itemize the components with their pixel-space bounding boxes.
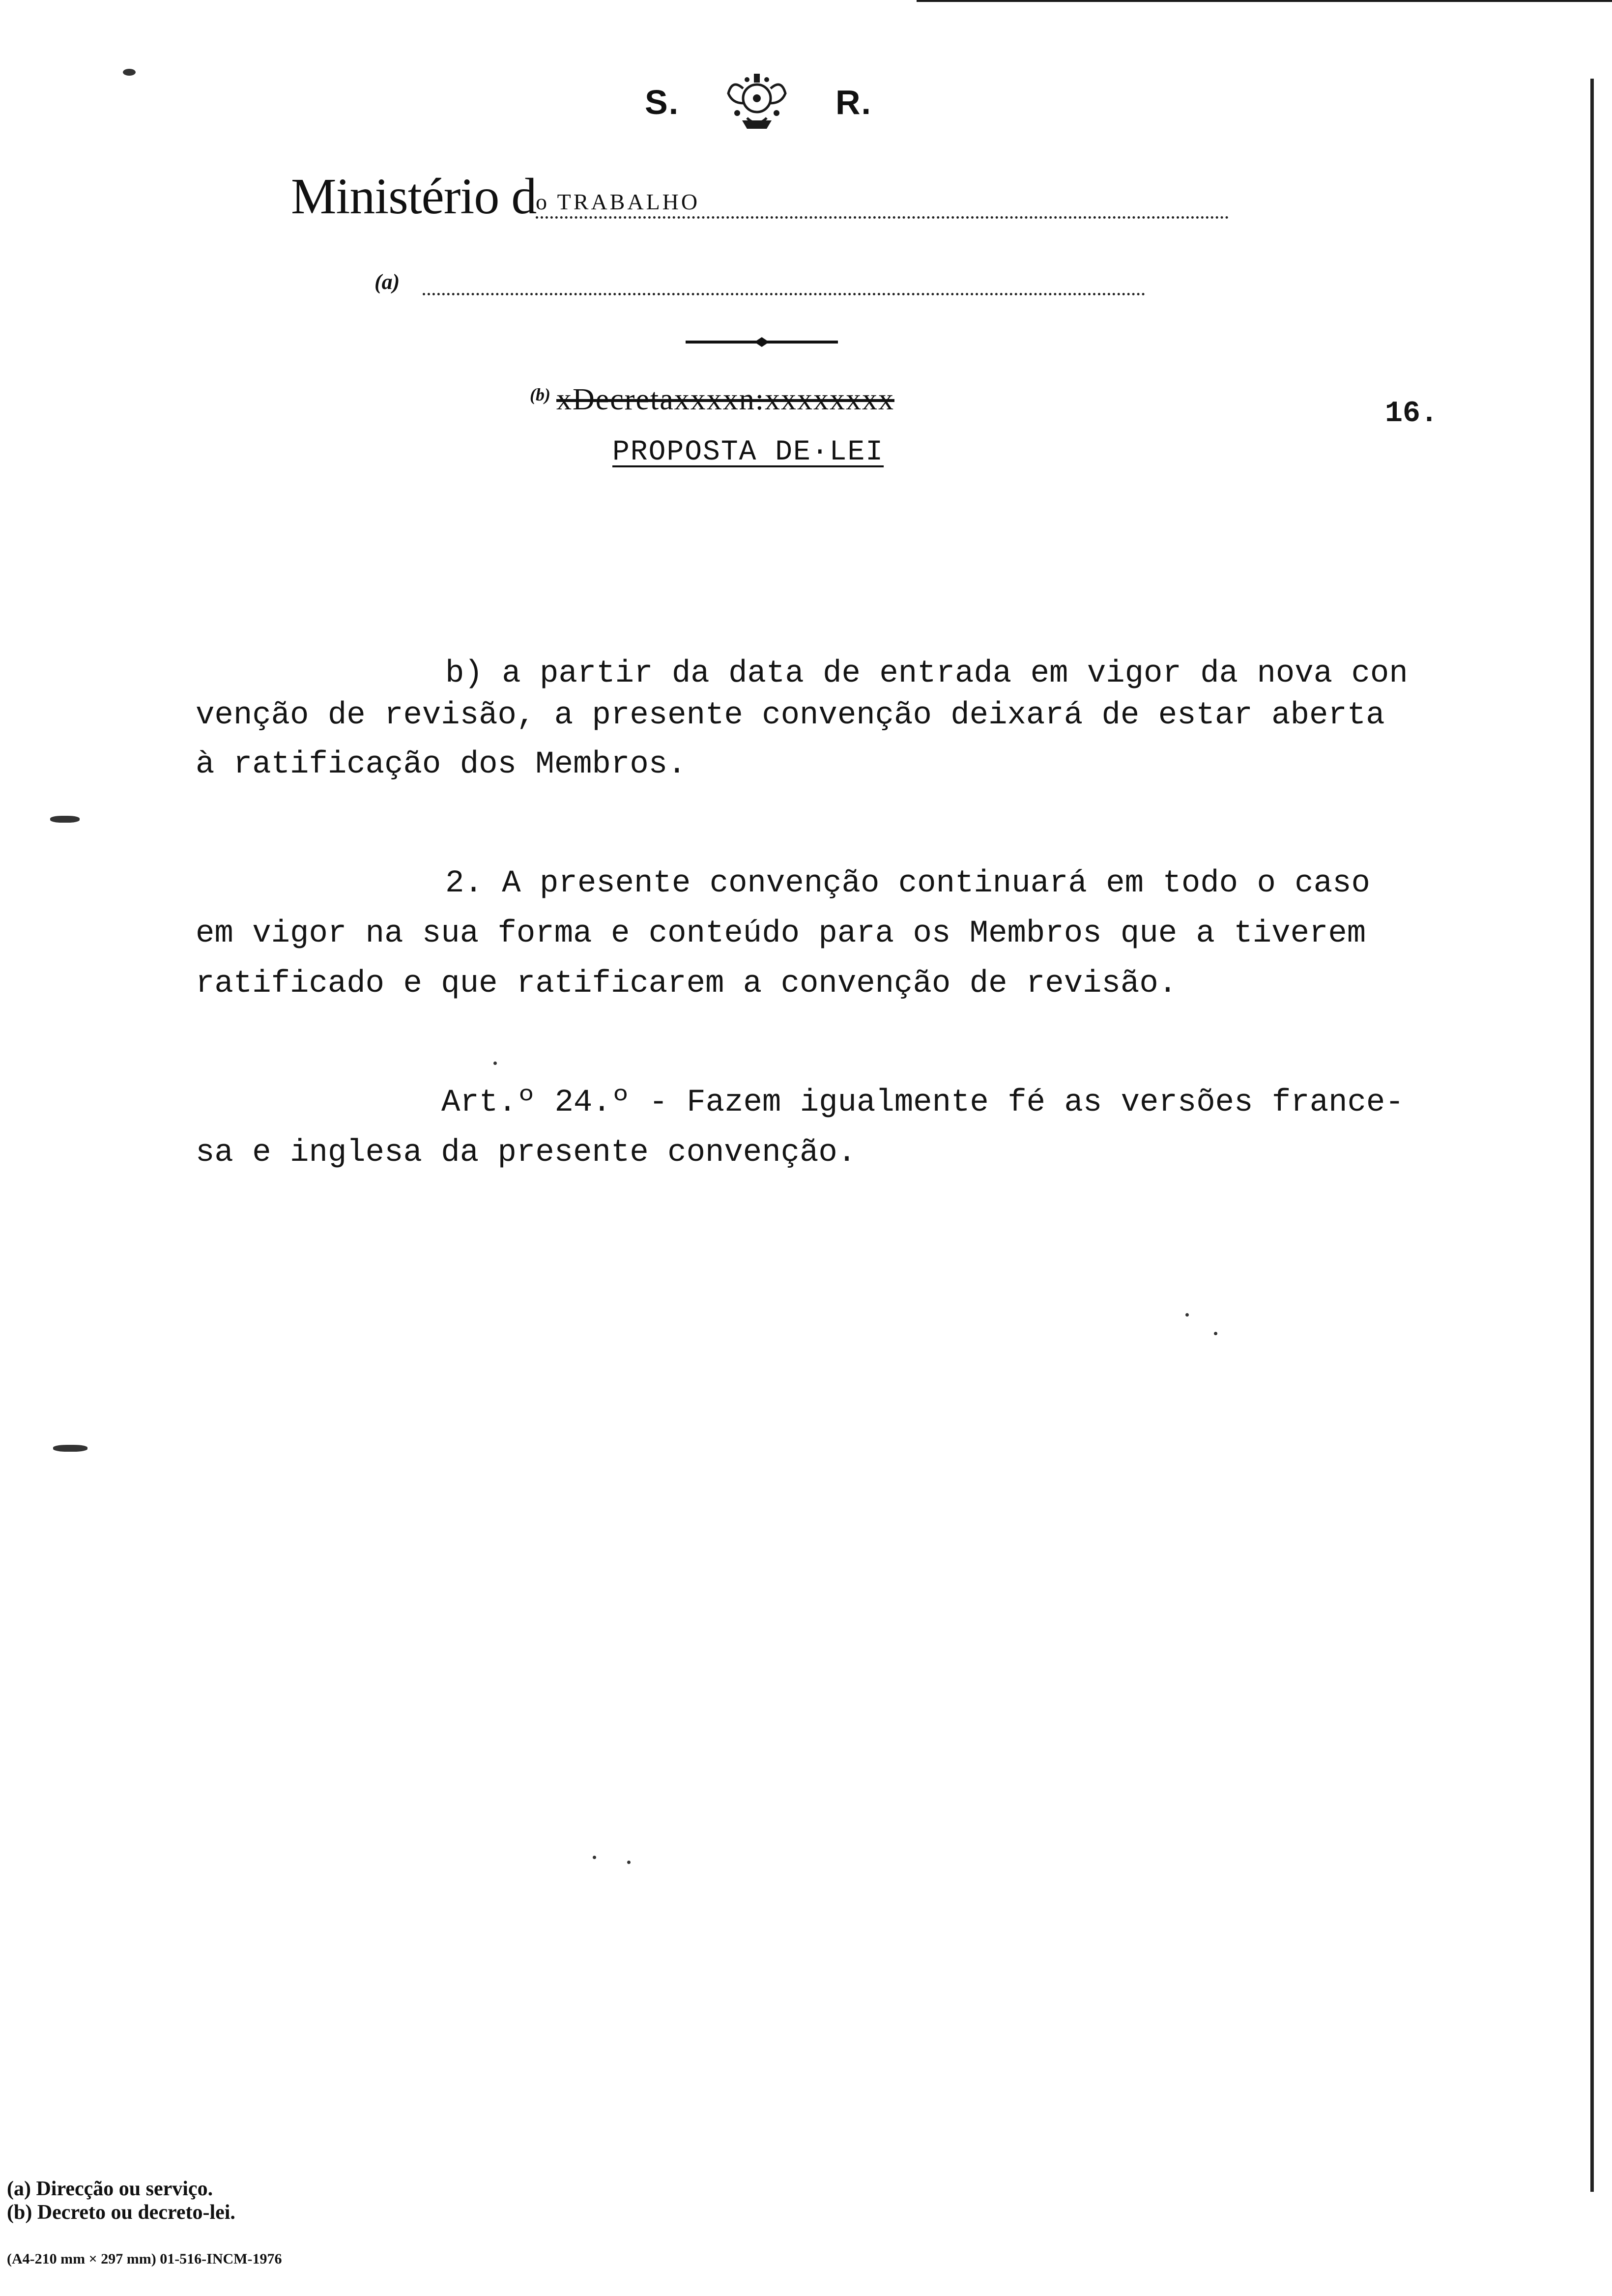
decree-marker: (b)	[530, 385, 550, 404]
coat-of-arms-seal-icon	[718, 69, 796, 133]
document-title: PROPOSTA DE·LEI	[612, 436, 884, 468]
para3-line1: Art.º 24.º - Fazem igualmente fé as versões france-	[441, 1085, 1404, 1120]
scan-speck	[53, 1445, 87, 1452]
page-number: 16.	[1385, 397, 1439, 430]
ministry-fill-text: o TRABALHO	[536, 189, 700, 214]
scan-speck	[50, 816, 80, 823]
footnote-b: (b) Decreto ou decreto-lei.	[7, 2201, 235, 2224]
scan-speck	[123, 69, 136, 76]
line-a-dotted	[423, 275, 1145, 295]
para2-line1: 2. A presente convenção continuará em todo o caso	[445, 866, 1370, 901]
scan-speck	[493, 1062, 497, 1065]
page-top-edge	[917, 0, 1612, 2]
decree-struck-text: xDecretaxxxxn:xxxxxxxx	[556, 383, 894, 416]
para3-line2: sa e inglesa da presente convenção.	[196, 1135, 857, 1171]
para2-line3: ratificado e que ratificarem a convenção de revisão.	[196, 966, 1178, 1002]
para1-line2: venção de revisão, a presente convenção deixará de estar aberta	[196, 698, 1385, 733]
page-right-edge	[1590, 79, 1594, 2192]
scan-speck	[593, 1856, 596, 1859]
footnote-a: (a) Direcção ou serviço.	[7, 2178, 213, 2200]
line-a-marker: (a)	[374, 270, 400, 294]
form-code: (A4-210 mm × 297 mm) 01-516-INCM-1976	[7, 2251, 282, 2267]
ministry-label: Ministério d	[291, 168, 537, 225]
para2-line2: em vigor na sua forma e conteúdo para os Membros que a tiverem	[196, 916, 1366, 951]
ministry-fill-line	[536, 187, 1229, 219]
ornament-rule-icon	[686, 332, 838, 352]
scan-speck	[1214, 1332, 1217, 1335]
scan-speck	[627, 1861, 631, 1864]
letter-r: R.	[835, 83, 872, 121]
para1-line1: b) a partir da data de entrada em vigor da nova con	[445, 656, 1408, 691]
scan-speck	[1185, 1313, 1189, 1317]
para1-line3: à ratificação dos Membros.	[196, 747, 687, 782]
letter-s: S.	[645, 83, 680, 121]
